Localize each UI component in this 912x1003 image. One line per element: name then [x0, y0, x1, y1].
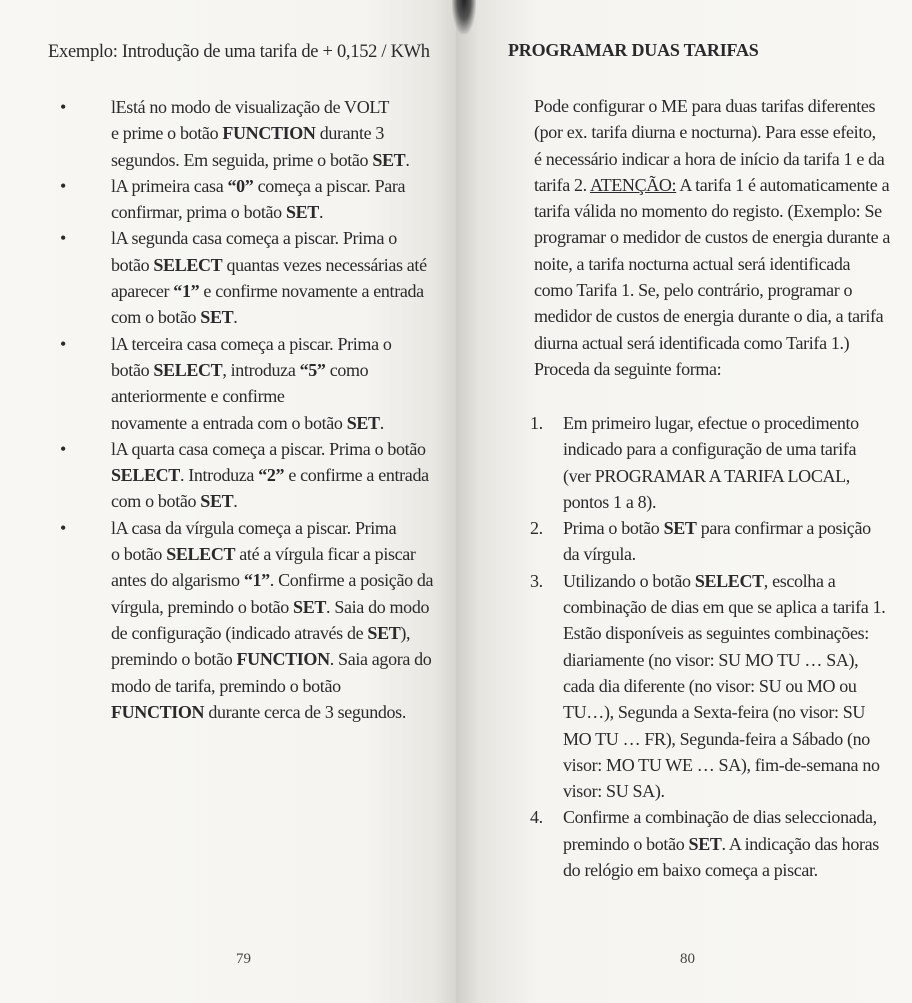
- paragraph-line: [534, 224, 894, 250]
- step-item: [530, 515, 890, 568]
- text-run: para confirmar a posição: [696, 518, 871, 539]
- text-run: .: [233, 307, 238, 328]
- text-run: é necessário indicar a hora de início da tarifa 1 e da: [534, 148, 885, 169]
- bullet-line: [111, 567, 440, 593]
- bold-keyword: “2”: [258, 465, 285, 486]
- paragraph-line: [534, 119, 894, 145]
- text-run: . Saia do modo: [326, 596, 430, 617]
- bullet-dot: •: [60, 97, 66, 117]
- text-run: .: [405, 149, 410, 170]
- bold-keyword: “0”: [227, 175, 254, 196]
- text-run: anteriormente e confirme: [111, 386, 285, 407]
- text-run: . Saia agora do: [329, 649, 432, 670]
- step-line: [563, 778, 890, 804]
- step-line: [563, 620, 890, 646]
- text-run: tarifa válida no momento do registo. (Exemplo: Se: [534, 201, 882, 222]
- bullet-line: [111, 331, 440, 357]
- step-number: 3.: [530, 570, 543, 591]
- text-run: e confirme a entrada: [284, 465, 429, 486]
- paragraph-line: [534, 146, 894, 172]
- text-run: confirmar, prima o botão: [111, 202, 286, 223]
- bullet-line: [111, 225, 440, 251]
- step-line: [563, 673, 890, 699]
- instruction-bullet-list: [60, 94, 440, 725]
- text-run: como: [325, 359, 369, 380]
- step-item: [530, 410, 890, 515]
- step-line: [563, 489, 890, 515]
- bullet-line: [111, 278, 440, 304]
- bullet-dot: •: [60, 175, 66, 196]
- text-run: Estão disponíveis as seguintes combinações:: [563, 623, 869, 644]
- bullet-line: [111, 699, 440, 725]
- page-number-left: 79: [236, 951, 251, 967]
- bullet-item: [60, 436, 440, 515]
- text-run: quantas vezes necessárias até: [222, 254, 427, 275]
- bold-keyword: SET: [372, 149, 406, 170]
- bold-keyword: SELECT: [111, 465, 180, 486]
- text-run: combinação de dias em que se aplica a tarifa 1.: [563, 597, 886, 618]
- text-run: começa a piscar. Para: [253, 175, 406, 196]
- step-line: [563, 515, 890, 541]
- text-run: medidor de custos de energia durante o dia, a tarifa: [534, 306, 884, 327]
- bullet-line: [111, 436, 440, 462]
- bold-keyword: SELECT: [153, 254, 223, 275]
- text-run: lEstá no modo de visualização de VOLT: [111, 97, 389, 117]
- steps-list: [530, 410, 890, 883]
- example-intro: Exemplo: Introdução de uma tarifa de + 0,152 / KWh: [48, 42, 430, 62]
- text-run: botão: [111, 359, 154, 380]
- bullet-item: [60, 173, 440, 226]
- step-line: [563, 857, 890, 883]
- text-run: tarifa 2.: [534, 174, 590, 195]
- text-run: Proceda da seguinte forma:: [534, 358, 722, 379]
- text-run: modo de tarifa, premindo o botão: [111, 675, 341, 696]
- text-run: .: [318, 202, 324, 223]
- bullet-line: [111, 147, 440, 173]
- bold-keyword: SET: [367, 622, 401, 643]
- bullet-dot: •: [60, 228, 66, 249]
- text-run: diariamente (no visor: SU MO TU … SA),: [563, 649, 859, 670]
- paragraph-line: [534, 251, 894, 277]
- text-run: premindo o botão: [563, 833, 689, 854]
- bullet-dot: •: [60, 438, 66, 459]
- text-run: . Confirme a posição da: [269, 570, 434, 591]
- bullet-line: [111, 383, 440, 409]
- text-run: o botão: [111, 544, 167, 565]
- text-run: .: [233, 491, 238, 512]
- text-run: aparecer: [111, 281, 174, 302]
- paragraph-line: [534, 303, 894, 329]
- intro-paragraph: [534, 93, 894, 382]
- text-run: MO TU … FR), Segunda-feira a Sábado (no: [563, 728, 870, 749]
- text-run: botão: [111, 254, 154, 275]
- step-number: 4.: [530, 807, 543, 828]
- step-line: [563, 594, 890, 620]
- text-run: com o botão: [111, 307, 201, 328]
- bold-keyword: FUNCTION: [236, 649, 330, 670]
- text-run: TU…), Segunda a Sexta-feira (no visor: SU: [563, 702, 866, 723]
- bullet-item: [60, 331, 440, 436]
- text-run: ),: [400, 622, 411, 643]
- text-run: cada dia diferente (no visor: SU ou MO ou: [563, 675, 857, 696]
- text-run: pontos 1 a 8).: [563, 491, 657, 512]
- text-run: visor: MO TU WE … SA), fim-de-semana no: [563, 754, 880, 775]
- text-run: (por ex. tarifa diurna e nocturna). Para esse efeito,: [534, 122, 876, 143]
- text-run: até a vírgula ficar a piscar: [235, 544, 416, 565]
- step-line: [563, 568, 890, 594]
- text-run: diurna actual será identificada como Tarifa 1.): [534, 332, 850, 353]
- bold-keyword: SELECT: [153, 359, 223, 380]
- bold-keyword: SET: [200, 491, 234, 512]
- bullet-line: [111, 462, 440, 488]
- bullet-line: [111, 541, 440, 567]
- bullet-line: [111, 410, 440, 436]
- bullet-line: [111, 199, 440, 225]
- step-line: [563, 831, 890, 857]
- bullet-line: [111, 304, 440, 330]
- text-run: Pode configurar o ME para duas tarifas diferentes: [534, 96, 876, 116]
- step-item: [530, 568, 890, 805]
- bullet-item: [60, 225, 440, 330]
- text-run: , introduza: [222, 359, 300, 380]
- text-run: como Tarifa 1. Se, pelo contrário, programar o: [534, 280, 853, 301]
- bold-keyword: SET: [688, 833, 722, 854]
- text-run: Prima o botão: [563, 518, 664, 539]
- paragraph-line: [534, 172, 894, 198]
- text-run: lA segunda casa começa a piscar. Prima o: [111, 228, 397, 249]
- bold-keyword: SELECT: [694, 570, 764, 591]
- text-run: (ver PROGRAMAR A TARIFA LOCAL,: [563, 465, 850, 486]
- step-item: [530, 804, 890, 883]
- paragraph-line: [534, 277, 894, 303]
- text-run: e prime o botão: [111, 123, 223, 144]
- text-run: antes do algarismo: [111, 570, 244, 591]
- paragraph-line: [534, 330, 894, 356]
- section-title: PROGRAMAR DUAS TARIFAS: [508, 40, 759, 60]
- bold-keyword: “1”: [173, 281, 200, 302]
- bullet-line: [111, 173, 440, 199]
- bullet-line: [111, 620, 440, 646]
- text-run: . A indicação das horas: [721, 833, 879, 854]
- text-run: durante 3: [315, 123, 385, 144]
- bold-keyword: SET: [285, 202, 319, 223]
- bold-keyword: “1”: [243, 570, 270, 591]
- text-run: .: [379, 412, 384, 433]
- bullet-line: [111, 515, 440, 541]
- step-line: [563, 541, 890, 567]
- bold-keyword: SET: [200, 307, 234, 328]
- text-run: programar o medidor de custos de energia durante a: [534, 227, 891, 248]
- bullet-line: [111, 673, 440, 699]
- bold-keyword: SET: [293, 596, 327, 617]
- text-run: A tarifa 1 é automaticamente a: [676, 174, 890, 195]
- step-line: [563, 804, 890, 830]
- bold-keyword: FUNCTION: [111, 701, 205, 722]
- step-line: [563, 752, 890, 778]
- bullet-item: [60, 515, 440, 725]
- text-run: , escolha a: [763, 570, 836, 591]
- text-run: de configuração (indicado através de: [111, 622, 368, 643]
- text-run: vírgula, premindo o botão: [111, 596, 294, 617]
- text-run: da vírgula.: [563, 544, 636, 565]
- bold-keyword: “5”: [299, 359, 326, 380]
- bold-keyword: FUNCTION: [222, 123, 316, 144]
- underlined-text: ATENÇÃO:: [589, 174, 677, 195]
- bullet-line: [111, 357, 440, 383]
- text-run: premindo o botão: [111, 649, 237, 670]
- text-run: Utilizando o botão: [563, 570, 695, 591]
- step-line: [563, 436, 890, 462]
- text-run: segundos. Em seguida, prime o botão: [111, 149, 373, 170]
- text-run: novamente a entrada com o botão: [111, 412, 347, 433]
- text-run: noite, a tarifa nocturna actual será identificada: [534, 253, 851, 274]
- bullet-line: [111, 488, 440, 514]
- bullet-dot: •: [60, 517, 66, 538]
- text-run: lA terceira casa começa a piscar. Prima o: [111, 333, 392, 354]
- bold-keyword: SELECT: [166, 544, 236, 565]
- step-number: 1.: [530, 413, 543, 433]
- text-run: lA primeira casa: [111, 175, 228, 196]
- bullet-item: [60, 94, 440, 173]
- bullet-line: [111, 94, 440, 120]
- text-run: lA casa da vírgula começa a piscar. Prima: [111, 517, 397, 538]
- step-line: [563, 726, 890, 752]
- step-line: [563, 647, 890, 673]
- text-run: com o botão: [111, 491, 201, 512]
- step-line: [563, 463, 890, 489]
- step-line: [563, 410, 890, 436]
- paragraph-line: [534, 198, 894, 224]
- text-run: e confirme novamente a entrada: [199, 281, 424, 302]
- step-number: 2.: [530, 518, 543, 539]
- bullet-dot: •: [60, 333, 66, 354]
- paragraph-line: [534, 356, 894, 382]
- text-run: Em primeiro lugar, efectue o procedimento: [563, 413, 859, 433]
- step-line: [563, 699, 890, 725]
- bold-keyword: SET: [663, 518, 697, 539]
- text-run: lA quarta casa começa a piscar. Prima o botão: [111, 438, 426, 459]
- page-number-right: 80: [680, 951, 695, 967]
- text-run: visor: SU SA).: [563, 781, 665, 802]
- bullet-line: [111, 594, 440, 620]
- bullet-line: [111, 646, 440, 672]
- binding-shadow: [452, 0, 476, 34]
- bold-keyword: SET: [346, 412, 380, 433]
- paragraph-line: [534, 93, 894, 119]
- text-run: do relógio em baixo começa a piscar.: [563, 860, 818, 881]
- text-run: Confirme a combinação de dias seleccionada,: [563, 807, 877, 828]
- text-run: indicado para a configuração de uma tarifa: [563, 439, 857, 460]
- text-run: durante cerca de 3 segundos.: [204, 701, 406, 722]
- text-run: . Introduza: [179, 465, 259, 486]
- bullet-line: [111, 252, 440, 278]
- bullet-line: [111, 120, 440, 146]
